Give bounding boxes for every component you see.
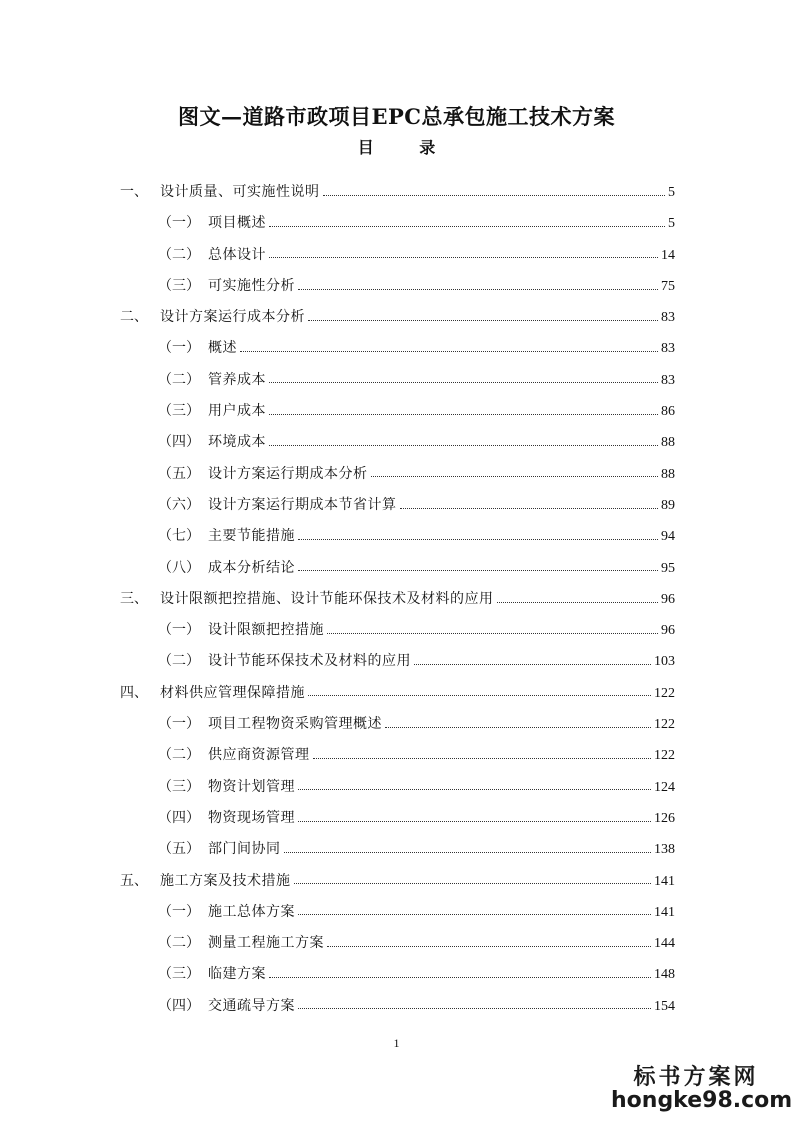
toc-entry[interactable] bbox=[120, 338, 675, 369]
toc-entry-page: 154 bbox=[654, 998, 675, 1014]
toc-entry[interactable] bbox=[120, 745, 675, 776]
toc-entry-number: 三、 bbox=[120, 590, 148, 607]
toc-entry-title: 项目概述 bbox=[208, 215, 266, 232]
toc-entry-page: 141 bbox=[654, 873, 675, 889]
toc-dot-leader bbox=[298, 1007, 651, 1009]
toc-entry-title: 概述 bbox=[208, 340, 237, 357]
toc-entry[interactable] bbox=[120, 714, 675, 745]
toc-entry[interactable] bbox=[120, 370, 675, 401]
toc-entry-title: 设计限额把控措施、设计节能环保技术及材料的应用 bbox=[160, 590, 494, 607]
toc-entry-page: 95 bbox=[661, 560, 675, 576]
toc-entry-page: 141 bbox=[654, 904, 675, 920]
toc-entry-number: （五） bbox=[158, 465, 200, 482]
toc-entry-number: 五、 bbox=[120, 872, 148, 889]
toc-entry-title: 物资现场管理 bbox=[208, 809, 295, 826]
toc-dot-leader bbox=[240, 350, 658, 352]
toc-entry-page: 103 bbox=[654, 654, 675, 670]
toc-dot-leader bbox=[269, 225, 665, 227]
toc-entry[interactable] bbox=[120, 683, 675, 714]
toc-entry-page: 122 bbox=[654, 685, 675, 701]
toc-dot-leader bbox=[269, 976, 651, 978]
toc-entry[interactable] bbox=[120, 495, 675, 526]
toc-entry-title: 用户成本 bbox=[208, 403, 266, 420]
toc-entry[interactable] bbox=[120, 182, 675, 213]
watermark-cn: 标书方案网 bbox=[633, 1064, 759, 1090]
document-title: 图文—道路市政项目EPC总承包施工技术方案 bbox=[177, 104, 615, 129]
toc-entry[interactable] bbox=[120, 276, 675, 307]
toc-entry-page: 122 bbox=[654, 748, 675, 764]
toc-dot-leader bbox=[414, 663, 651, 665]
toc-entry-page: 88 bbox=[661, 435, 675, 451]
toc-entry-number: （二） bbox=[158, 747, 200, 764]
toc-entry-number: （四） bbox=[158, 997, 200, 1014]
toc-entry-page: 88 bbox=[661, 466, 675, 482]
toc-entry[interactable] bbox=[120, 871, 675, 902]
toc-entry[interactable] bbox=[120, 964, 675, 995]
toc-entry-page: 96 bbox=[661, 591, 675, 607]
toc-entry-title: 施工方案及技术措施 bbox=[160, 872, 291, 889]
toc-entry-title: 测量工程施工方案 bbox=[208, 935, 324, 952]
toc-entry-number: （二） bbox=[158, 653, 200, 670]
toc-dot-leader bbox=[327, 945, 651, 947]
toc-entry[interactable] bbox=[120, 464, 675, 495]
toc-entry-page: 94 bbox=[661, 529, 675, 545]
toc-entry-title: 设计方案运行成本分析 bbox=[160, 309, 305, 326]
toc-entry-number: （一） bbox=[158, 716, 200, 733]
toc-entry[interactable] bbox=[120, 558, 675, 589]
table-of-contents bbox=[120, 182, 675, 1027]
toc-entry-page: 126 bbox=[654, 810, 675, 826]
toc-entry[interactable] bbox=[120, 902, 675, 933]
toc-dot-leader bbox=[298, 288, 658, 290]
watermark-logo bbox=[611, 1064, 793, 1113]
toc-entry-page: 5 bbox=[668, 216, 675, 232]
toc-entry[interactable] bbox=[120, 777, 675, 808]
toc-entry-title: 成本分析结论 bbox=[208, 559, 295, 576]
toc-entry[interactable] bbox=[120, 620, 675, 651]
toc-dot-leader bbox=[269, 413, 658, 415]
toc-entry-number: （五） bbox=[158, 841, 200, 858]
toc-dot-leader bbox=[308, 319, 658, 321]
toc-entry-title: 环境成本 bbox=[208, 434, 266, 451]
toc-entry[interactable] bbox=[120, 933, 675, 964]
toc-entry-title: 总体设计 bbox=[208, 246, 266, 263]
toc-entry[interactable] bbox=[120, 245, 675, 276]
toc-entry-title: 部门间协同 bbox=[208, 841, 281, 858]
toc-entry-number: （三） bbox=[158, 403, 200, 420]
toc-entry-title: 材料供应管理保障措施 bbox=[160, 684, 305, 701]
toc-entry-title: 主要节能措施 bbox=[208, 528, 295, 545]
toc-entry-number: （一） bbox=[158, 622, 200, 639]
toc-entry-title: 物资计划管理 bbox=[208, 778, 295, 795]
toc-entry-number: （四） bbox=[158, 434, 200, 451]
toc-entry-number: （一） bbox=[158, 215, 200, 232]
toc-entry-page: 5 bbox=[668, 185, 675, 200]
toc-entry-title: 供应商资源管理 bbox=[208, 747, 310, 764]
toc-entry-number: （三） bbox=[158, 966, 200, 983]
toc-dot-leader bbox=[385, 726, 651, 728]
toc-dot-leader bbox=[327, 632, 658, 634]
toc-dot-leader bbox=[269, 381, 658, 383]
toc-entry-title: 设计节能环保技术及材料的应用 bbox=[208, 653, 411, 670]
toc-entry[interactable] bbox=[120, 839, 675, 870]
toc-entry-number: （三） bbox=[158, 277, 200, 294]
toc-dot-leader bbox=[284, 851, 652, 853]
toc-entry[interactable] bbox=[120, 808, 675, 839]
toc-entry-page: 96 bbox=[661, 623, 675, 639]
toc-entry-title: 管养成本 bbox=[208, 371, 266, 388]
toc-entry-page: 138 bbox=[654, 842, 675, 858]
toc-entry-number: （七） bbox=[158, 528, 200, 545]
toc-entry-page: 148 bbox=[654, 967, 675, 983]
toc-entry[interactable] bbox=[120, 213, 675, 244]
toc-entry[interactable] bbox=[120, 307, 675, 338]
toc-entry-page: 122 bbox=[654, 717, 675, 733]
toc-entry-number: （三） bbox=[158, 778, 200, 795]
toc-entry-number: （一） bbox=[158, 903, 200, 920]
toc-dot-leader bbox=[298, 569, 658, 571]
toc-entry-number: 四、 bbox=[120, 684, 148, 701]
toc-entry[interactable] bbox=[120, 589, 675, 620]
toc-dot-leader bbox=[308, 694, 651, 696]
toc-dot-leader bbox=[313, 757, 652, 759]
toc-entry-page: 14 bbox=[661, 247, 675, 263]
toc-entry-number: 一、 bbox=[120, 184, 148, 200]
toc-entry-title: 临建方案 bbox=[208, 966, 266, 983]
toc-entry-title: 设计限额把控措施 bbox=[208, 622, 324, 639]
toc-entry-title: 交通疏导方案 bbox=[208, 997, 295, 1014]
toc-entry-number: （二） bbox=[158, 246, 200, 263]
toc-entry[interactable] bbox=[120, 401, 675, 432]
toc-entry[interactable] bbox=[120, 651, 675, 682]
toc-entry-page: 144 bbox=[654, 936, 675, 952]
toc-entry-page: 83 bbox=[661, 310, 675, 326]
toc-entry-number: （一） bbox=[158, 340, 200, 357]
toc-dot-leader bbox=[294, 882, 652, 884]
toc-dot-leader bbox=[298, 538, 658, 540]
toc-dot-leader bbox=[298, 913, 651, 915]
toc-entry[interactable] bbox=[120, 996, 675, 1027]
toc-dot-leader bbox=[400, 507, 659, 509]
toc-dot-leader bbox=[298, 788, 651, 790]
toc-dot-leader bbox=[269, 444, 658, 446]
toc-entry[interactable] bbox=[120, 526, 675, 557]
toc-entry-title: 项目工程物资采购管理概述 bbox=[208, 716, 382, 733]
toc-entry-number: （二） bbox=[158, 371, 200, 388]
toc-dot-leader bbox=[323, 194, 666, 196]
toc-entry-title: 设计质量、可实施性说明 bbox=[160, 184, 320, 200]
toc-entry-page: 83 bbox=[661, 341, 675, 357]
toc-entry-page: 86 bbox=[661, 404, 675, 420]
toc-entry[interactable] bbox=[120, 432, 675, 463]
toc-dot-leader bbox=[298, 820, 651, 822]
toc-entry-number: （八） bbox=[158, 559, 200, 576]
toc-entry-page: 124 bbox=[654, 779, 675, 795]
toc-heading: 目 录 bbox=[357, 138, 456, 157]
toc-entry-page: 83 bbox=[661, 372, 675, 388]
toc-dot-leader bbox=[497, 601, 659, 603]
toc-entry-number: 二、 bbox=[120, 309, 148, 326]
toc-entry-title: 可实施性分析 bbox=[208, 277, 295, 294]
toc-entry-title: 设计方案运行期成本分析 bbox=[208, 465, 368, 482]
toc-dot-leader bbox=[269, 256, 658, 258]
toc-entry-number: （四） bbox=[158, 809, 200, 826]
toc-entry-title: 施工总体方案 bbox=[208, 903, 295, 920]
toc-entry-number: （二） bbox=[158, 935, 200, 952]
watermark-en: hongke98.com bbox=[611, 1087, 793, 1113]
toc-dot-leader bbox=[371, 475, 659, 477]
toc-entry-title: 设计方案运行期成本节省计算 bbox=[208, 496, 397, 513]
toc-entry-page: 89 bbox=[661, 497, 675, 513]
toc-entry-number: （六） bbox=[158, 496, 200, 513]
page-number: 1 bbox=[393, 1036, 400, 1050]
toc-entry-page: 75 bbox=[661, 278, 675, 294]
